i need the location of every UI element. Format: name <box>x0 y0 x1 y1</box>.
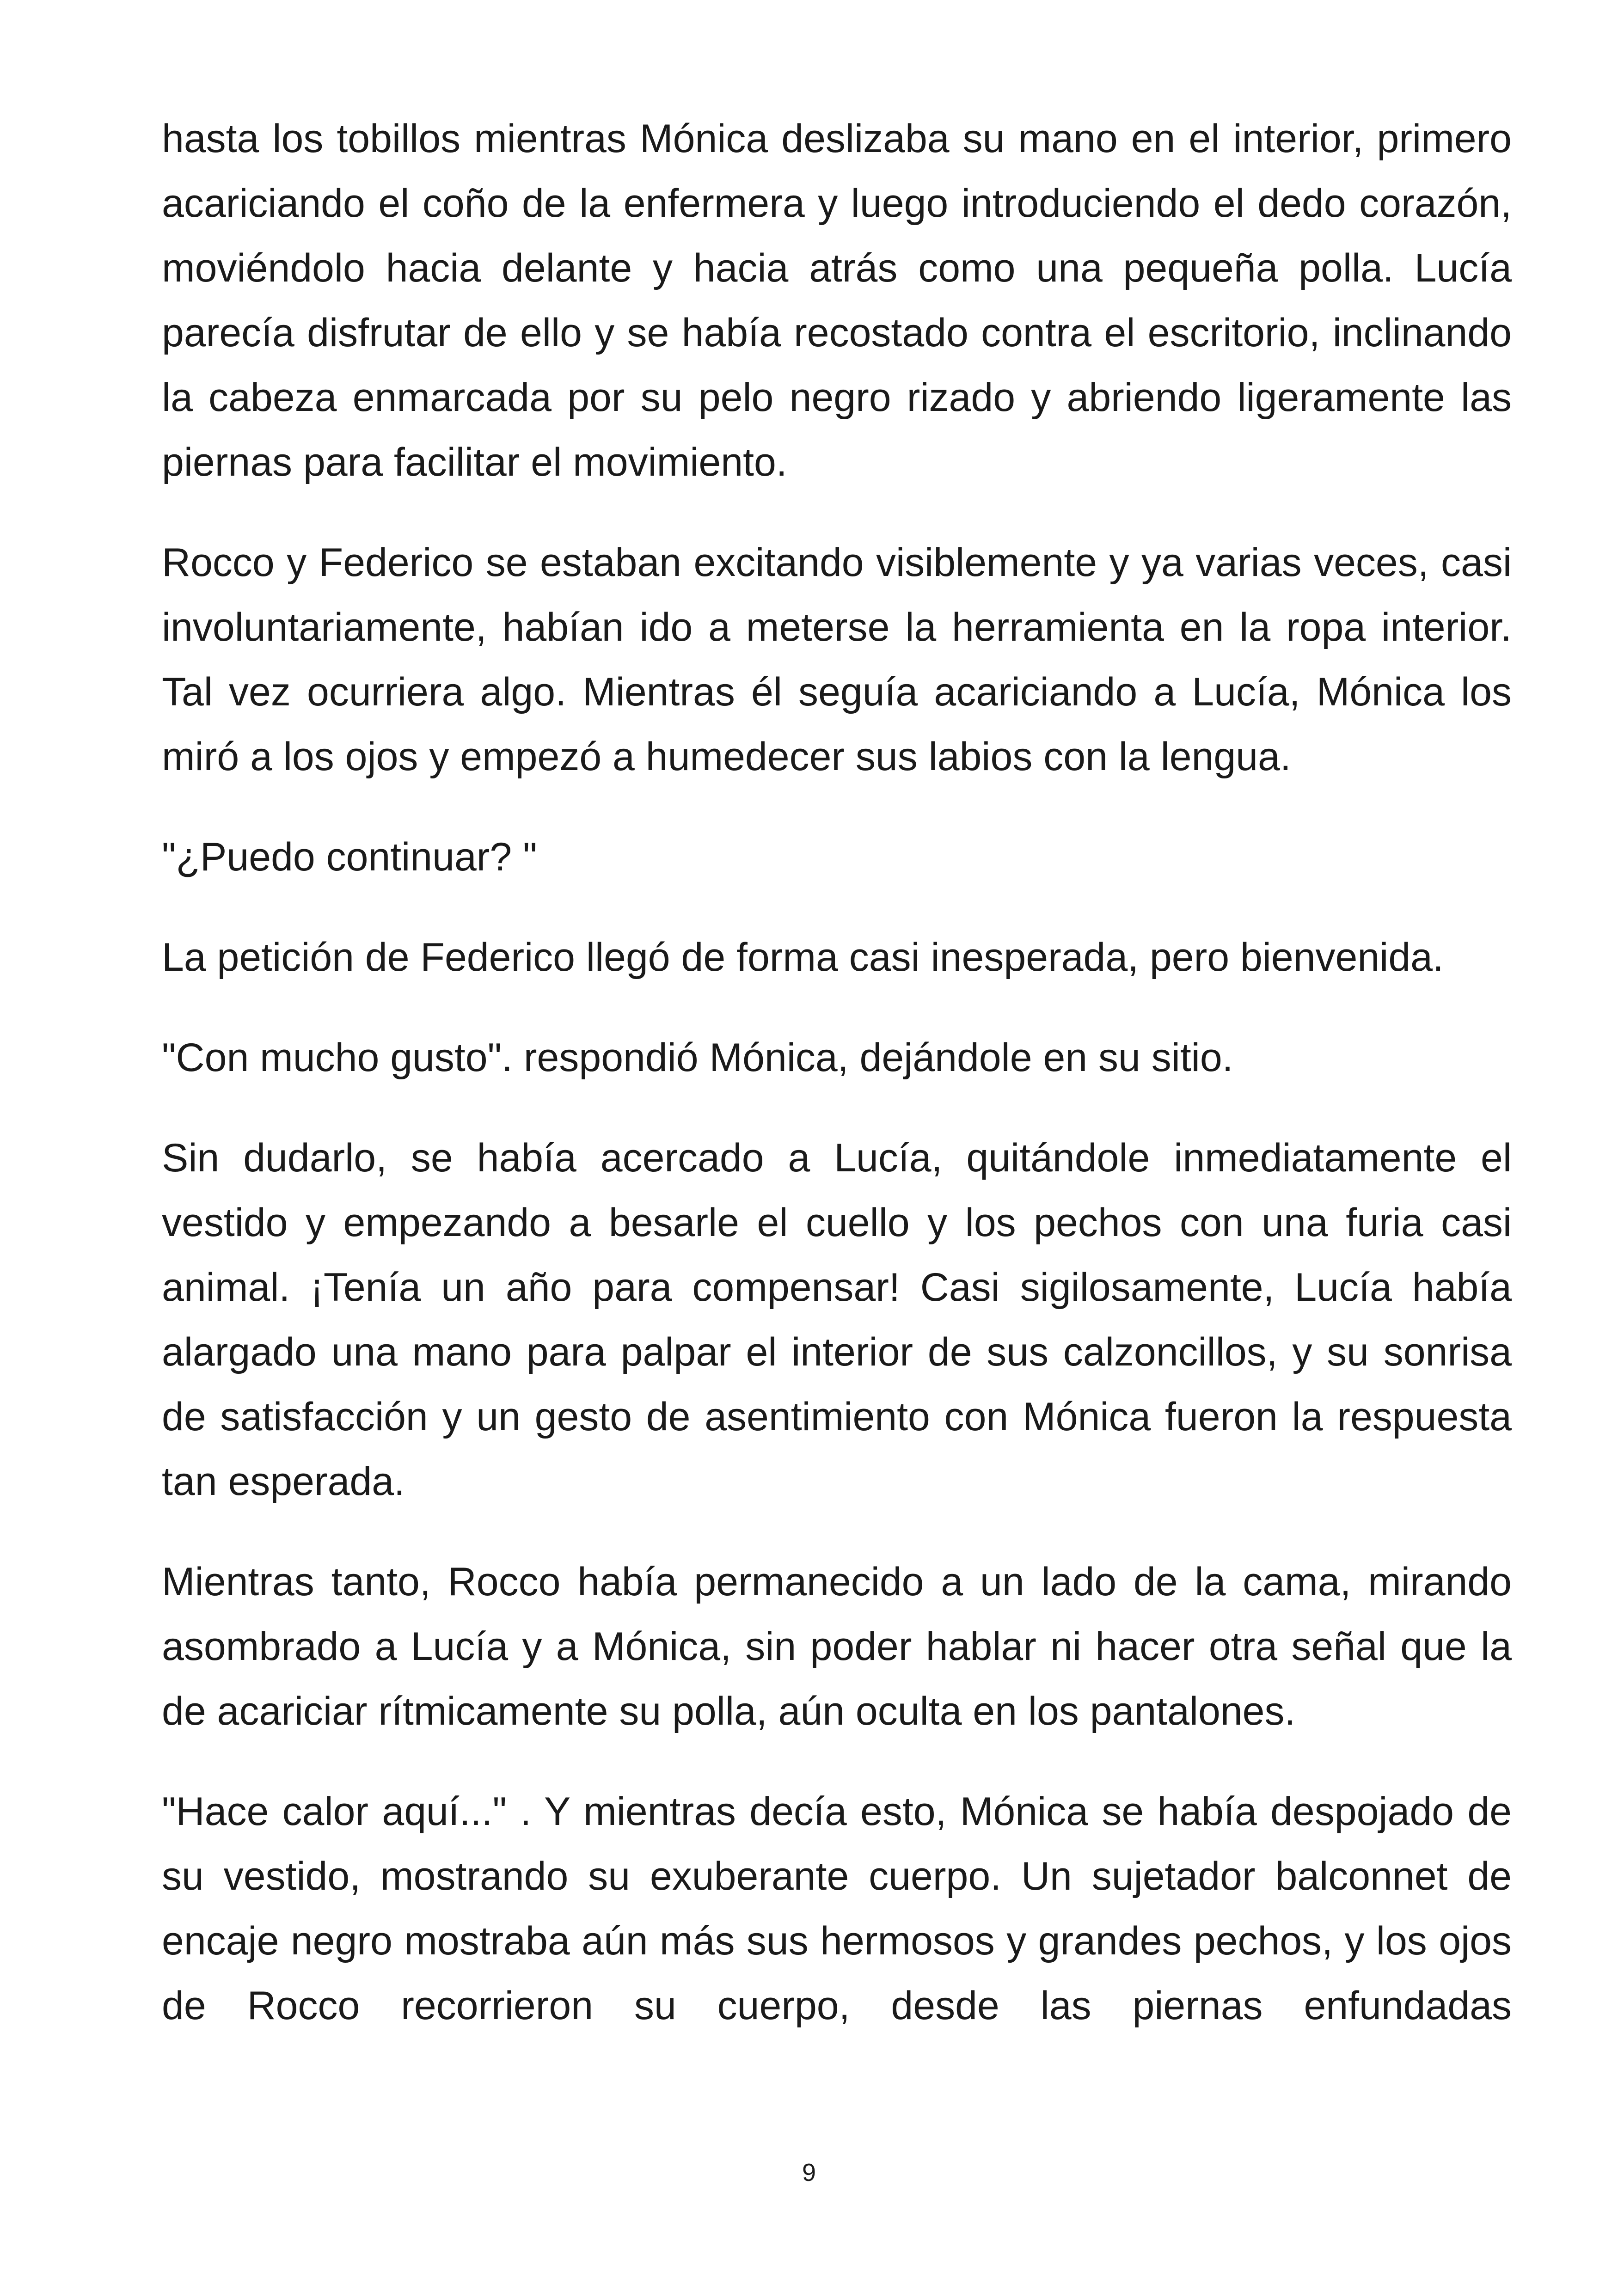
page-number: 9 <box>802 2159 816 2186</box>
paragraph: "Con mucho gusto". respondió Mónica, dejándole en su sitio. <box>162 1035 1233 1080</box>
paragraph: Mientras tanto, Rocco había permanecido a un lado de la cama, mirando asombrado a Lucía y a Mónica, sin poder hablar ni hacer otra señal que la de acariciar rítmicamente su polla, aún oculta en los pantalones. <box>162 1560 1512 1733</box>
paragraph: La petición de Federico llegó de forma casi inesperada, pero bienvenida. <box>162 935 1444 980</box>
paragraph: Sin dudarlo, se había acercado a Lucía, quitándole inmediatamente el vestido y empezando a besarle el cuello y los pechos con una furia casi animal. ¡Tenía un año para compensar! Casi sigilosamente, Lucía había alargado una mano para palpar el interior de sus calzoncillos, y su sonrisa de satisfacción y un gesto de asentimiento con Mónica fueron la respuesta tan esperada. <box>162 1136 1512 1504</box>
paragraph: "Hace calor aquí..." . Y mientras decía esto, Mónica se había despojado de su vestido, mostrando su exuberante cuerpo. Un sujetador balconnet de encaje negro mostraba aún más sus hermosos y grandes pechos, y los ojos de Rocco recorrieron su cuerpo, desde las piernas enfundadas <box>162 1789 1512 2028</box>
body-text <box>162 106 1512 2038</box>
paragraph: Rocco y Federico se estaban excitando visiblemente y ya varias veces, casi involuntariamente, habían ido a meterse la herramienta en la ropa interior. Tal vez ocurriera algo. Mientras él seguía acariciando a Lucía, Mónica los miró a los ojos y empezó a humedecer sus labios con la lengua. <box>162 540 1512 779</box>
paragraph: hasta los tobillos mientras Mónica deslizaba su mano en el interior, primero acariciando el coño de la enfermera y luego introduciendo el dedo corazón, moviéndolo hacia delante y hacia atrás como una pequeña polla. Lucía parecía disfrutar de ello y se había recostado contra el escritorio, inclinando la cabeza enmarcada por su pelo negro rizado y abriendo ligeramente las piernas para facilitar el movimiento. <box>162 116 1512 484</box>
paragraph: "¿Puedo continuar? " <box>162 835 537 879</box>
